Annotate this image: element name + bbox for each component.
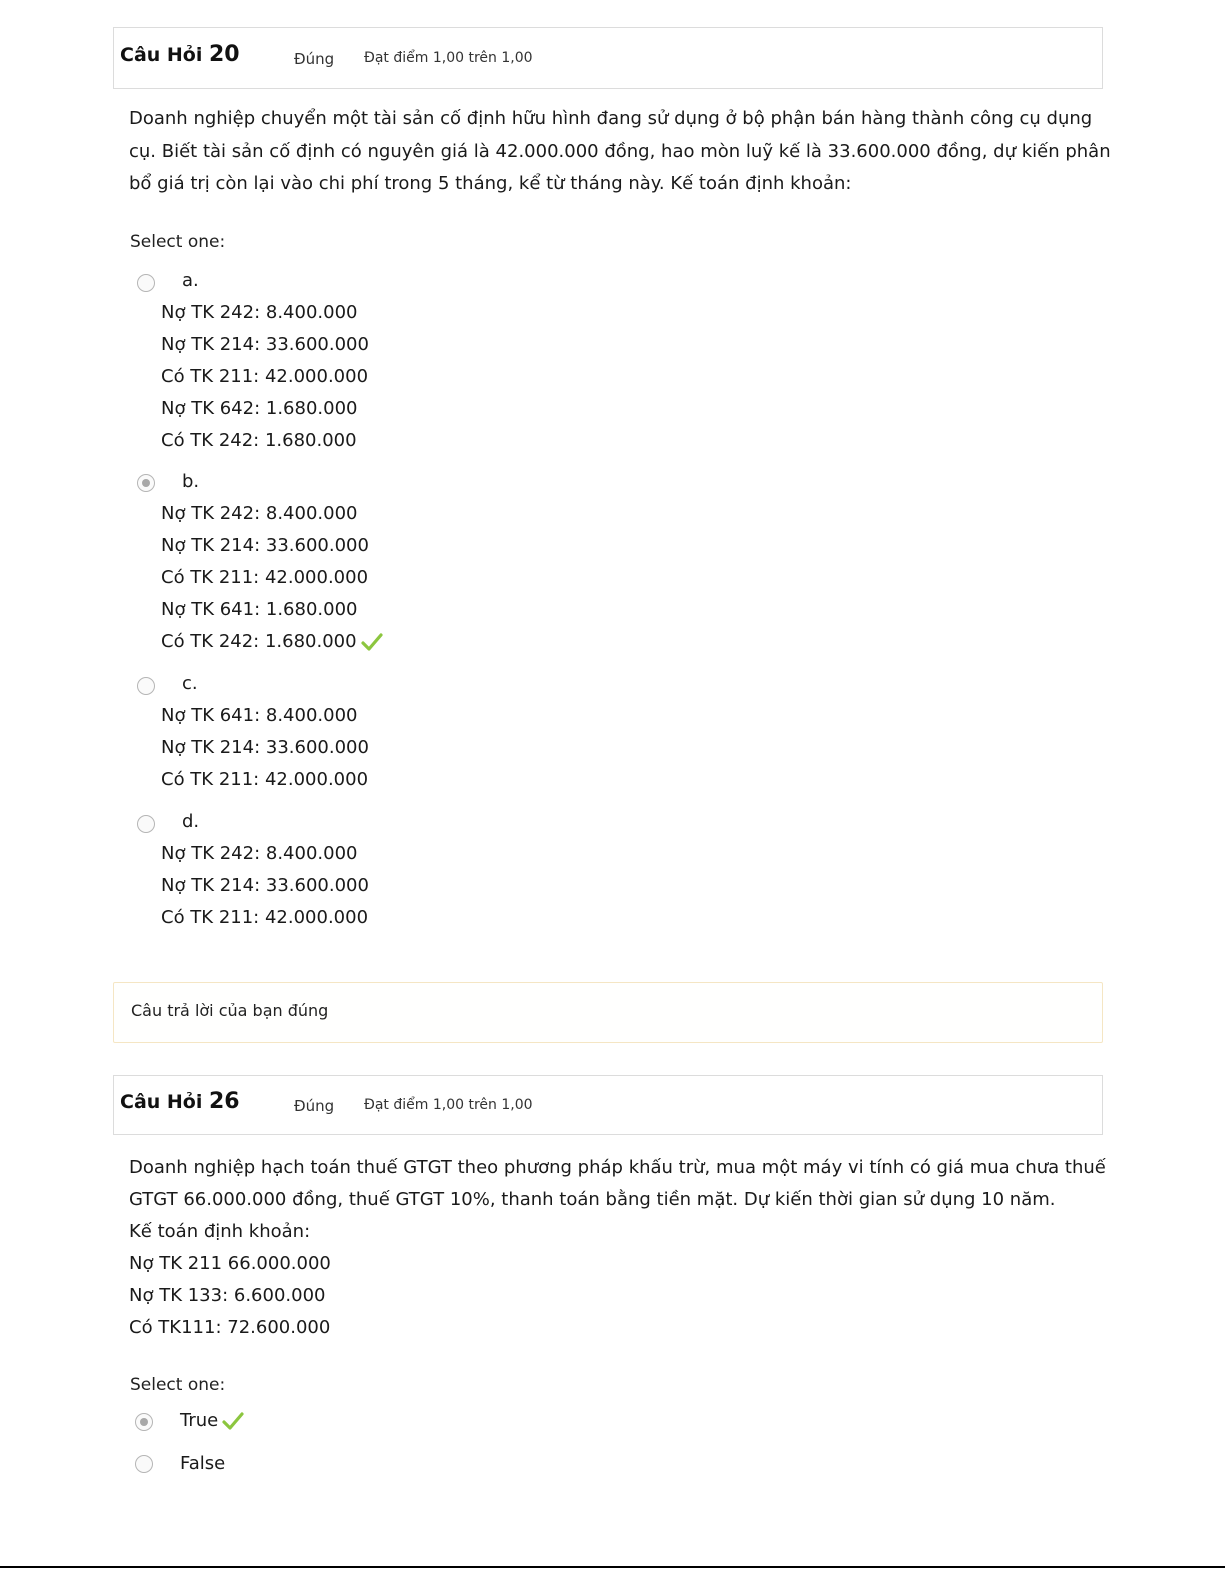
option-line: Nợ TK 214: 33.600.000 — [161, 875, 369, 896]
option-line: Có TK 211: 42.000.000 — [161, 769, 369, 790]
question-text-line: Nợ TK 133: 6.600.000 — [129, 1285, 326, 1306]
option-b-radio[interactable] — [137, 474, 155, 492]
check-mark-icon — [222, 1411, 244, 1431]
option-line: Nợ TK 242: 8.400.000 — [161, 843, 358, 864]
question-number: 26 — [209, 1089, 240, 1114]
question-number: 20 — [209, 42, 240, 67]
option-line: Nợ TK 641: 1.680.000 — [161, 599, 358, 620]
select-one-label: Select one: — [130, 1375, 226, 1395]
option-d-letter[interactable]: d. — [182, 811, 200, 832]
option-line: Nợ TK 214: 33.600.000 — [161, 737, 369, 758]
question-text-line: Nợ TK 211 66.000.000 — [129, 1253, 331, 1274]
question-grade: Đạt điểm 1,00 trên 1,00 — [364, 1097, 533, 1113]
option-false-radio[interactable] — [135, 1455, 153, 1473]
option-d-radio[interactable] — [137, 815, 155, 833]
option-c-letter[interactable]: c. — [182, 673, 198, 694]
question-state: Đúng — [294, 50, 335, 68]
option-b-letter[interactable]: b. — [182, 471, 200, 492]
question-text-line: Doanh nghiệp hạch toán thuế GTGT theo phương pháp khấu trừ, mua một máy vi tính có giá mua chưa thuế — [129, 1157, 1106, 1178]
option-line: Nợ TK 641: 8.400.000 — [161, 705, 358, 726]
question-title-prefix: Câu Hỏi — [120, 44, 203, 66]
feedback-box — [113, 982, 1103, 1043]
question-text-line: Kế toán định khoản: — [129, 1221, 311, 1242]
question-20-header — [113, 27, 1103, 89]
question-text-line: cụ. Biết tài sản cố định có nguyên giá là 42.000.000 đồng, hao mòn luỹ kế là 33.600.000 đồng, dự kiến phân — [129, 140, 1111, 162]
question-title-prefix: Câu Hỏi — [120, 1091, 203, 1113]
select-one-label: Select one: — [130, 232, 226, 252]
option-line: Có TK 242: 1.680.000 — [161, 430, 357, 451]
check-mark-icon — [361, 632, 383, 652]
question-text-line: Doanh nghiệp chuyển một tài sản cố định hữu hình đang sử dụng ở bộ phận bán hàng thành công cụ dụng — [129, 108, 1093, 129]
option-a-radio[interactable] — [137, 274, 155, 292]
question-26-text — [129, 1152, 1106, 1344]
option-b-lines[interactable] — [161, 498, 383, 658]
option-line: Nợ TK 642: 1.680.000 — [161, 398, 358, 419]
option-c-lines[interactable] — [161, 700, 369, 796]
option-false-label[interactable]: False — [180, 1453, 226, 1474]
option-line: Có TK 211: 42.000.000 — [161, 567, 369, 588]
option-line: Nợ TK 242: 8.400.000 — [161, 503, 358, 524]
question-26-header — [113, 1075, 1103, 1135]
option-line: Nợ TK 214: 33.600.000 — [161, 334, 369, 355]
page-bottom-border — [0, 1566, 1225, 1568]
option-line: Nợ TK 242: 8.400.000 — [161, 302, 358, 323]
option-line: Có TK 242: 1.680.000 — [161, 631, 357, 652]
question-20-text — [129, 103, 1111, 201]
option-true-radio[interactable] — [135, 1413, 153, 1431]
option-line: Có TK 211: 42.000.000 — [161, 907, 369, 928]
question-state: Đúng — [294, 1097, 335, 1115]
question-text-line: bổ giá trị còn lại vào chi phí trong 5 tháng, kể từ tháng này. Kế toán định khoản: — [129, 173, 852, 194]
option-true-label[interactable] — [180, 1410, 244, 1431]
option-true-text: True — [180, 1410, 219, 1431]
question-text-line: GTGT 66.000.000 đồng, thuế GTGT 10%, thanh toán bằng tiền mặt. Dự kiến thời gian sử dụng 10 năm. — [129, 1189, 1056, 1210]
option-c-radio[interactable] — [137, 677, 155, 695]
question-title — [120, 42, 240, 67]
question-title — [120, 1089, 240, 1114]
option-line: Nợ TK 214: 33.600.000 — [161, 535, 369, 556]
question-grade: Đạt điểm 1,00 trên 1,00 — [364, 50, 533, 66]
option-line: Có TK 211: 42.000.000 — [161, 366, 369, 387]
option-d-lines[interactable] — [161, 838, 369, 934]
question-text-line: Có TK111: 72.600.000 — [129, 1317, 331, 1338]
feedback-text: Câu trả lời của bạn đúng — [131, 1001, 329, 1020]
option-a-letter[interactable]: a. — [182, 270, 199, 291]
option-a-lines[interactable] — [161, 297, 369, 457]
